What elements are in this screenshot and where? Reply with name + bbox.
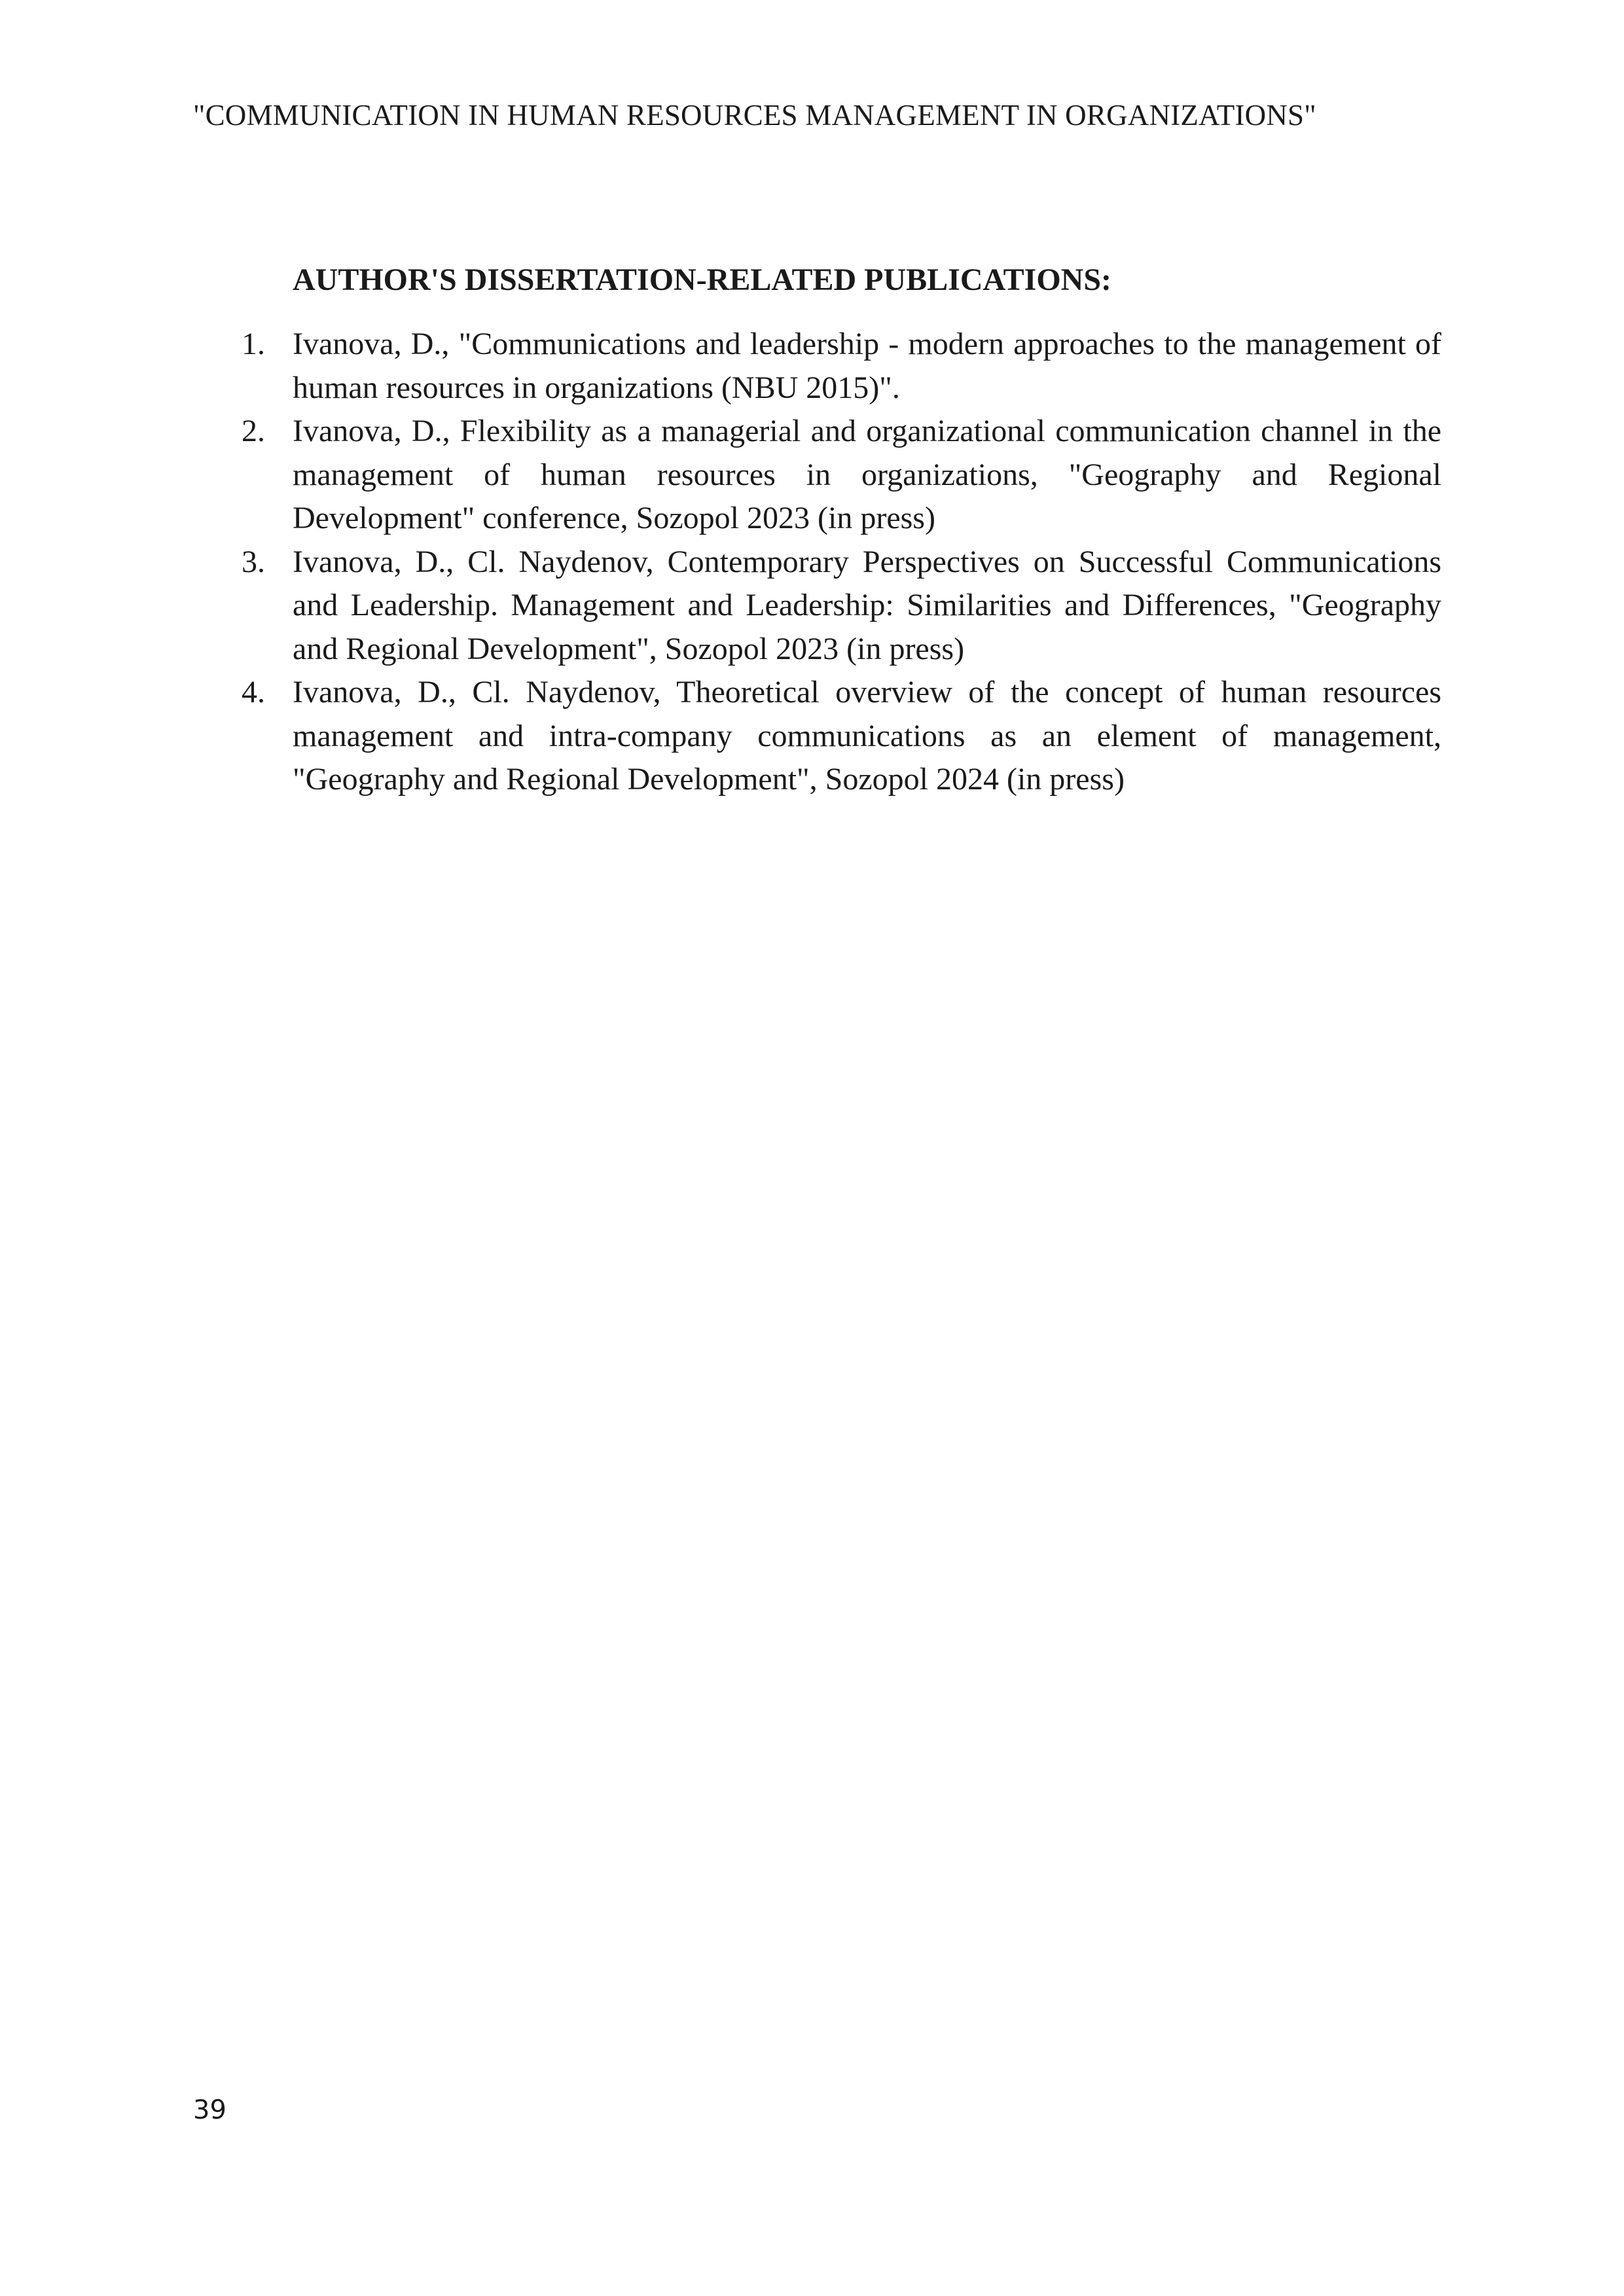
publication-item-1	[242, 323, 1441, 410]
publication-item-4	[242, 671, 1441, 802]
publication-text: Ivanova, D., Flexibility as a managerial and organizational communication channel in the management of human resources in organizations, "Geography and Regional Development" conference, Sozopol 2023 (in press)	[293, 414, 1441, 535]
publication-number: 4.	[242, 675, 265, 709]
page-number: 39	[193, 2095, 226, 2125]
publication-item-2	[242, 410, 1441, 541]
publication-number: 3.	[242, 544, 265, 579]
publication-number: 1.	[242, 327, 265, 361]
publication-text: Ivanova, D., Cl. Naydenov, Theoretical overview of the concept of human resources management and intra-company communications as an element of management, "Geography and Regional Development", Sozopol 2024 (in press)	[293, 675, 1441, 797]
publication-number: 2.	[242, 414, 265, 448]
section-heading: AUTHOR'S DISSERTATION-RELATED PUBLICATIONS:	[293, 262, 1111, 297]
publication-list	[242, 323, 1441, 802]
publication-text: Ivanova, D., "Communications and leadership - modern approaches to the management of human resources in organizations (NBU 2015)".	[293, 327, 1441, 405]
running-header: "COMMUNICATION IN HUMAN RESOURCES MANAGEMENT IN ORGANIZATIONS"	[193, 99, 1316, 132]
publication-item-3	[242, 541, 1441, 672]
publication-text: Ivanova, D., Cl. Naydenov, Contemporary Perspectives on Successful Communications and Leadership. Management and Leadership: Similarities and Differences, "Geography and Regional Development", Sozopol 2023 (in press)	[293, 544, 1441, 666]
